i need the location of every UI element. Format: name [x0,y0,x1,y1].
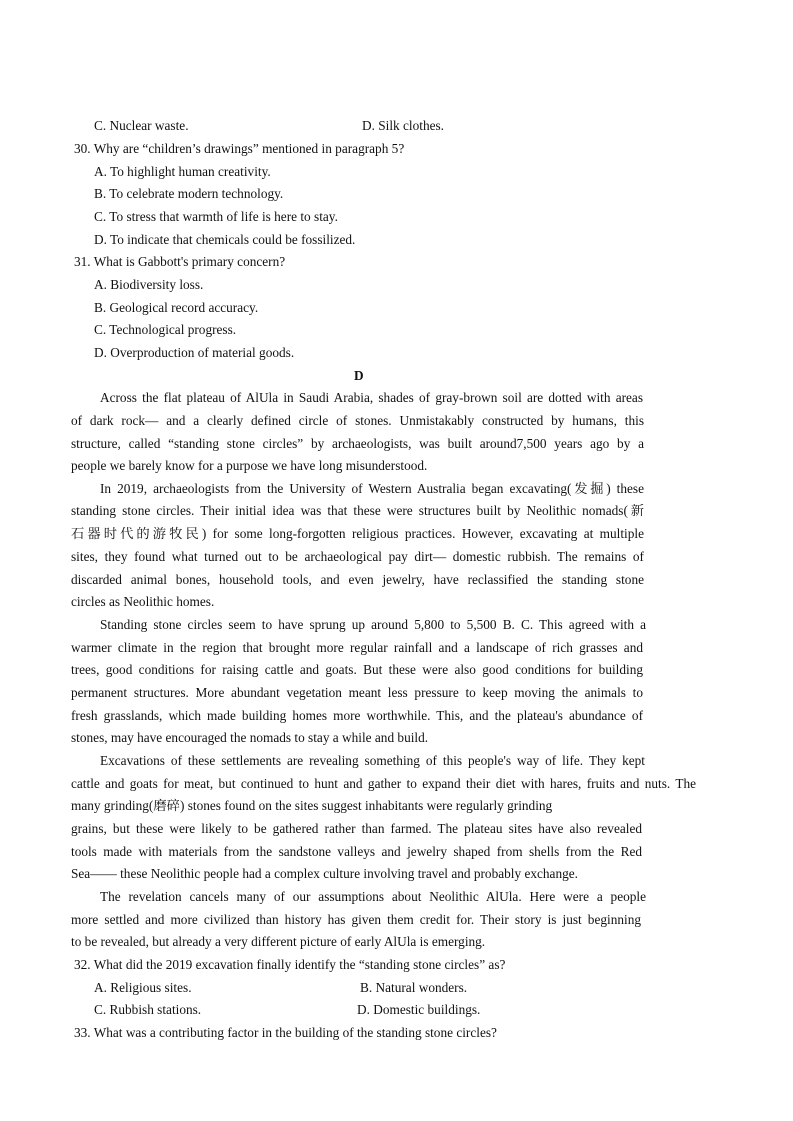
passage-line: to be revealed, but already a very different picture of early AlUla is emerging. [71,934,486,949]
q31-option-c: C. Technological progress. [94,322,237,337]
q30-option-b: B. To celebrate modern technology. [94,186,284,201]
q30-option-d: D. To indicate that chemicals could be fossilized. [94,232,356,247]
passage-line: warmer climate in the region that brought more regular rainfall and a landscape of rich grasses and [71,640,643,655]
passage-line: of dark rock— and a clearly defined circle of stones. Unmistakably constructed by humans, this [71,413,644,428]
q29-option-c: C. Nuclear waste. [94,118,189,133]
passage-line: Across the flat plateau of AlUla in Saudi Arabia, shades of gray-brown soil are dotted with areas [100,390,643,405]
passage-line: cattle and goats for meat, but continued to hunt and gather to expand their diet with hares, fruits and nuts. The [71,776,696,791]
q32-option-d: D. Domestic buildings. [357,1002,481,1017]
q31-option-b: B. Geological record accuracy. [94,300,259,315]
passage-line: people we barely know for a purpose we have long misunderstood. [71,458,428,473]
q30-question: 30. Why are “children’s drawings” mentioned in paragraph 5? [74,141,405,156]
passage-line: Standing stone circles seem to have sprung up around 5,800 to 5,500 B. C. This agreed with a [100,617,646,632]
passage-line: grains, but these were likely to be gathered rather than farmed. The plateau sites have also revealed [71,821,642,836]
q29-option-d: D. Silk clothes. [362,118,444,133]
passage-line: discarded animal bones, household tools, and even jewelry, have reclassified the standing stone [71,572,644,587]
passage-line: standing stone circles. Their initial idea was that these were structures built by Neolithic nomads(新 [71,503,644,518]
passage-line: Excavations of these settlements are revealing something of this people's way of life. They kept [100,753,645,768]
passage-line: sites, they found what turned out to be archaeological pay dirt— domestic rubbish. The remains of [71,549,644,564]
passage-line: tools made with materials from the sandstone valleys and jewelry shaped from shells from the Red [71,844,642,859]
q31-option-d: D. Overproduction of material goods. [94,345,295,360]
passage-line: The revelation cancels many of our assumptions about Neolithic AlUla. Here were a people [100,889,646,904]
passage-line: structure, called “standing stone circles” by archaeologists, was built around7,500 years ago by a [71,436,644,451]
passage-line: Sea—— these Neolithic people had a complex culture involving travel and probably exchange. [71,866,578,881]
q31-question: 31. What is Gabbott's primary concern? [74,254,286,269]
q32-option-c: C. Rubbish stations. [94,1002,202,1017]
q30-option-c: C. To stress that warmth of life is here to stay. [94,209,338,224]
q32-question: 32. What did the 2019 excavation finally identify the “standing stone circles” as? [74,957,506,972]
passage-line: trees, good conditions for raising cattle and goats. But these were also good conditions for building [71,662,643,677]
q31-option-a: A. Biodiversity loss. [94,277,204,292]
passage-line: many grinding(磨碎) stones found on the sites suggest inhabitants were regularly grinding [71,798,553,813]
q33-question: 33. What was a contributing factor in the building of the standing stone circles? [74,1025,497,1040]
passage-line: stones, may have encouraged the nomads to stay a while and build. [71,730,429,745]
passage-line: 石器时代的游牧民) for some long-forgotten religious practices. However, excavating at multiple [71,526,644,541]
passage-d-title: D [354,368,364,383]
passage-line: more settled and more civilized than history has given them credit for. Their story is just beginning [71,912,641,927]
q32-option-b: B. Natural wonders. [360,980,468,995]
q30-option-a: A. To highlight human creativity. [94,164,271,179]
passage-line: In 2019, archaeologists from the University of Western Australia began excavating(发掘) these [100,481,644,496]
passage-line: permanent structures. More abundant vegetation meant less pressure to keep moving the animals to [71,685,643,700]
passage-line: circles as Neolithic homes. [71,594,215,609]
q32-option-a: A. Religious sites. [94,980,192,995]
passage-line: fresh grasslands, which made building homes more worthwhile. This, and the plateau's abundance of [71,708,643,723]
